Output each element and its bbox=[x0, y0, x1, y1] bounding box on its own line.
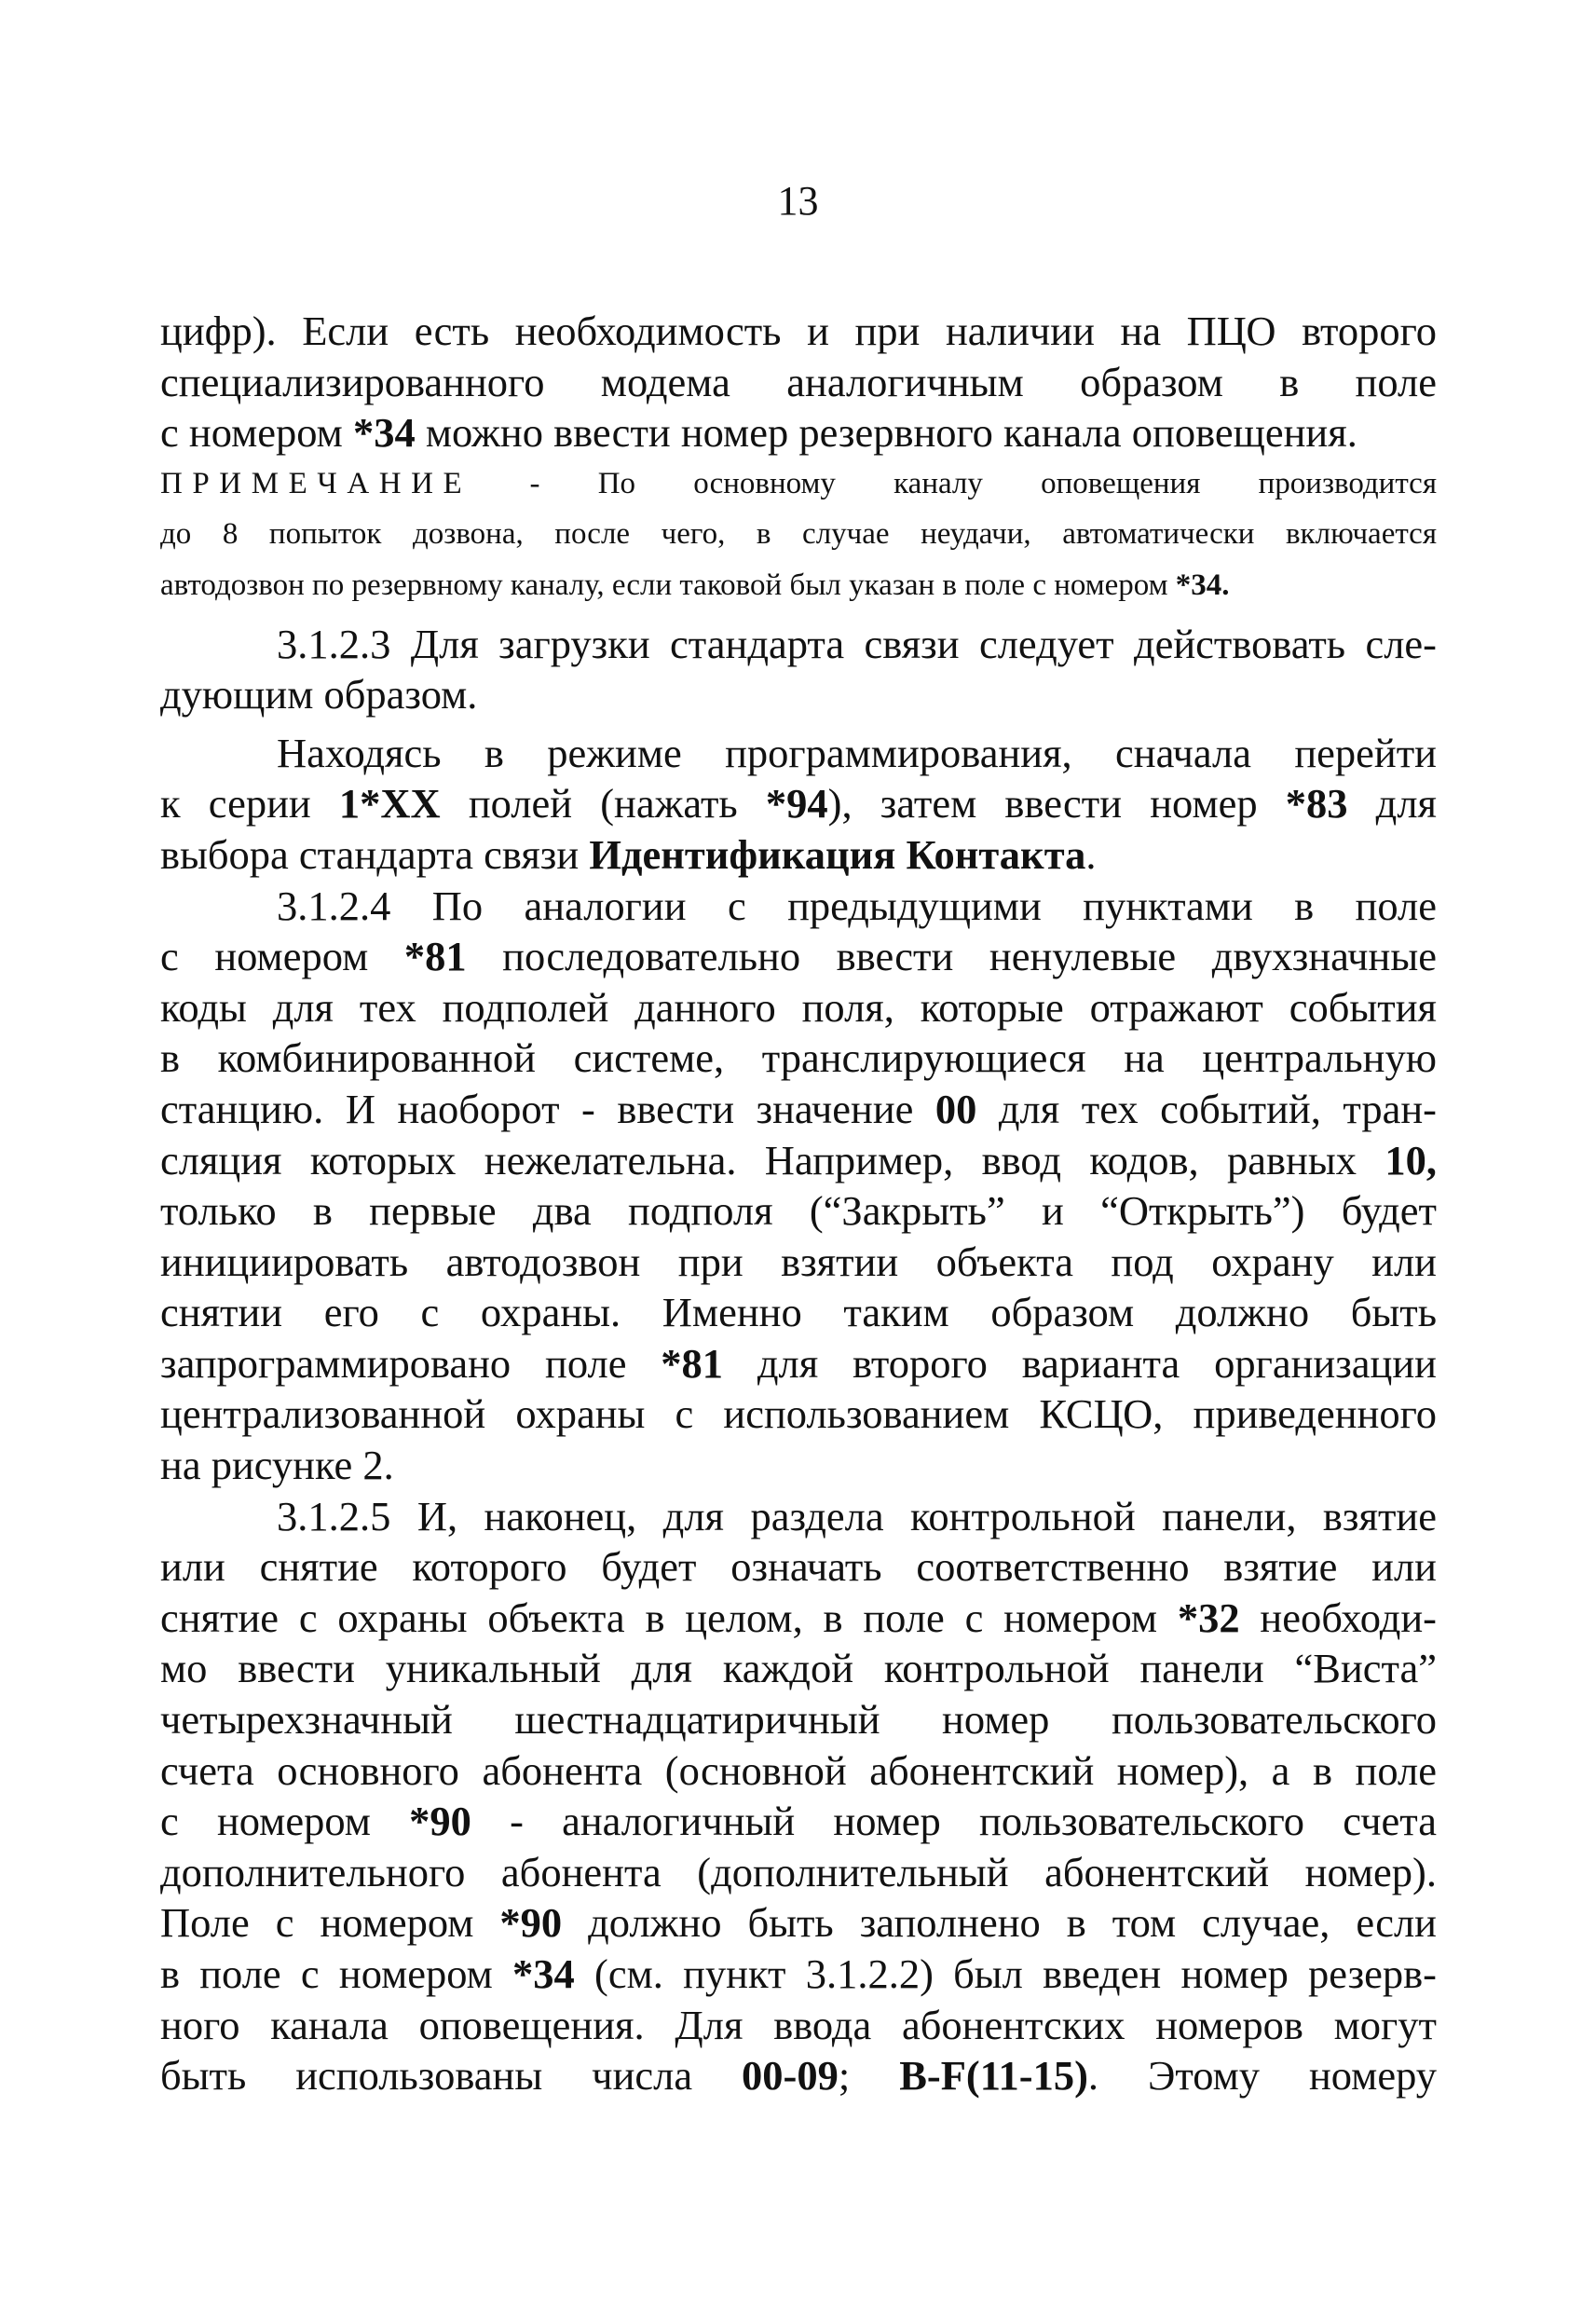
text-line: ного канала оповещения. Для ввода абонентских номеров могут bbox=[160, 2001, 1437, 2048]
field-code: *34 bbox=[512, 1950, 575, 1997]
page-number: 13 bbox=[777, 178, 819, 224]
field-code: 1*XX bbox=[338, 780, 441, 828]
field-code: *81 bbox=[661, 1339, 724, 1387]
field-code: B-F(11-15) bbox=[899, 2052, 1088, 2100]
text-line: коды для тех подполей данного поля, которые отражают события bbox=[160, 983, 1437, 1031]
text-line: счета основного абонента (основной абонентский номер), а в поле bbox=[160, 1746, 1437, 1794]
text-line: с номером *81 последовательно ввести ненулевые двухзначные bbox=[160, 933, 1437, 980]
text-line: дующим образом. bbox=[160, 671, 478, 718]
field-code: *32 bbox=[1177, 1594, 1240, 1641]
standard-name: Идентификация Контакта bbox=[589, 830, 1086, 878]
note-line: автодозвон по резервному каналу, если таковой был указан в поле с номером *34. bbox=[160, 568, 1230, 602]
text-line: выбора стандарта связи Идентификация Контакта. bbox=[160, 830, 1097, 878]
text-line: 3.1.2.3 Для загрузки стандарта связи следует действовать сле- bbox=[277, 620, 1437, 667]
text-line: инициировать автодозвон при взятии объекта под охрану или bbox=[160, 1238, 1437, 1285]
field-code: *90 bbox=[499, 1899, 563, 1947]
text-line: Находясь в режиме программирования, сначала перейти bbox=[277, 729, 1437, 776]
note-line: ПРИМЕЧАНИЕ - По основному каналу оповещения производится bbox=[160, 466, 1437, 500]
text-line: снятие с охраны объекта в целом, в поле с номером *32 необходи- bbox=[160, 1594, 1437, 1641]
text-line: к серии 1*XX полей (нажать *94), затем ввести номер *83 для bbox=[160, 780, 1437, 828]
text-line: Поле с номером *90 должно быть заполнено в том случае, если bbox=[160, 1899, 1437, 1947]
text-line: мо ввести уникальный для каждой контрольной панели “Виста” bbox=[160, 1645, 1437, 1692]
text-line: специализированного модема аналогичным образом в поле bbox=[160, 358, 1437, 405]
text-line: цифр). Если есть необходимость и при наличии на ПЦО второго bbox=[160, 308, 1437, 354]
text-line: в комбинированной системе, транслирующиеся на центральную bbox=[160, 1034, 1437, 1082]
text-line: централизованной охраны с использованием КСЦО, приведенного bbox=[160, 1390, 1437, 1438]
text-line: с номером *90 - аналогичный номер пользовательского счета bbox=[160, 1798, 1437, 1845]
text-line: четырехзначный шестнадцатиричный номер пользовательского bbox=[160, 1696, 1437, 1744]
text-line: 3.1.2.4 По аналогии с предыдущими пунктами в поле bbox=[277, 882, 1437, 929]
text-line: быть использованы числа 00-09; B-F(11-15). Этому номеру bbox=[160, 2052, 1438, 2100]
field-code: 00 bbox=[934, 1085, 977, 1132]
field-code: 10, bbox=[1385, 1136, 1437, 1183]
field-code: 00-09 bbox=[742, 2052, 839, 2100]
text-line: на рисунке 2. bbox=[160, 1442, 394, 1489]
field-code: *90 bbox=[409, 1798, 471, 1845]
field-code: *94 bbox=[765, 780, 828, 828]
text-line: снятии его с охраны. Именно таким образом должно быть bbox=[160, 1289, 1437, 1336]
field-code: *81 bbox=[403, 933, 467, 980]
note-line: до 8 попыток дозвона, после чего, в случае неудачи, автоматически включается bbox=[160, 517, 1437, 552]
field-code: *83 bbox=[1285, 780, 1348, 828]
text-line: 3.1.2.5 И, наконец, для раздела контрольной панели, взятие bbox=[277, 1492, 1437, 1539]
text-line: в поле с номером *34 (см. пункт 3.1.2.2) был введен номер резерв- bbox=[160, 1950, 1437, 1997]
text-line: запрограммировано поле *81 для второго варианта организации bbox=[160, 1339, 1437, 1387]
text-line: сляция которых нежелательна. Например, ввод кодов, равных 10, bbox=[160, 1136, 1437, 1183]
text-line: только в первые два подполя (“Закрыть” и “Открыть”) будет bbox=[160, 1187, 1437, 1235]
text-line: с номером *34 можно ввести номер резервного канала оповещения. bbox=[160, 409, 1357, 457]
text-line: дополнительного абонента (дополнительный абонентский номер). bbox=[160, 1848, 1437, 1895]
note-label: ПРИМЕЧАНИЕ bbox=[160, 466, 472, 500]
text-line: станцию. И наоборот - ввести значение 00 для тех событий, тран- bbox=[160, 1085, 1437, 1132]
document-body bbox=[160, 306, 1437, 2101]
field-code: *34 bbox=[352, 409, 416, 457]
text-line: или снятие которого будет означать соответственно взятие или bbox=[160, 1543, 1437, 1591]
field-code: *34. bbox=[1175, 568, 1230, 602]
